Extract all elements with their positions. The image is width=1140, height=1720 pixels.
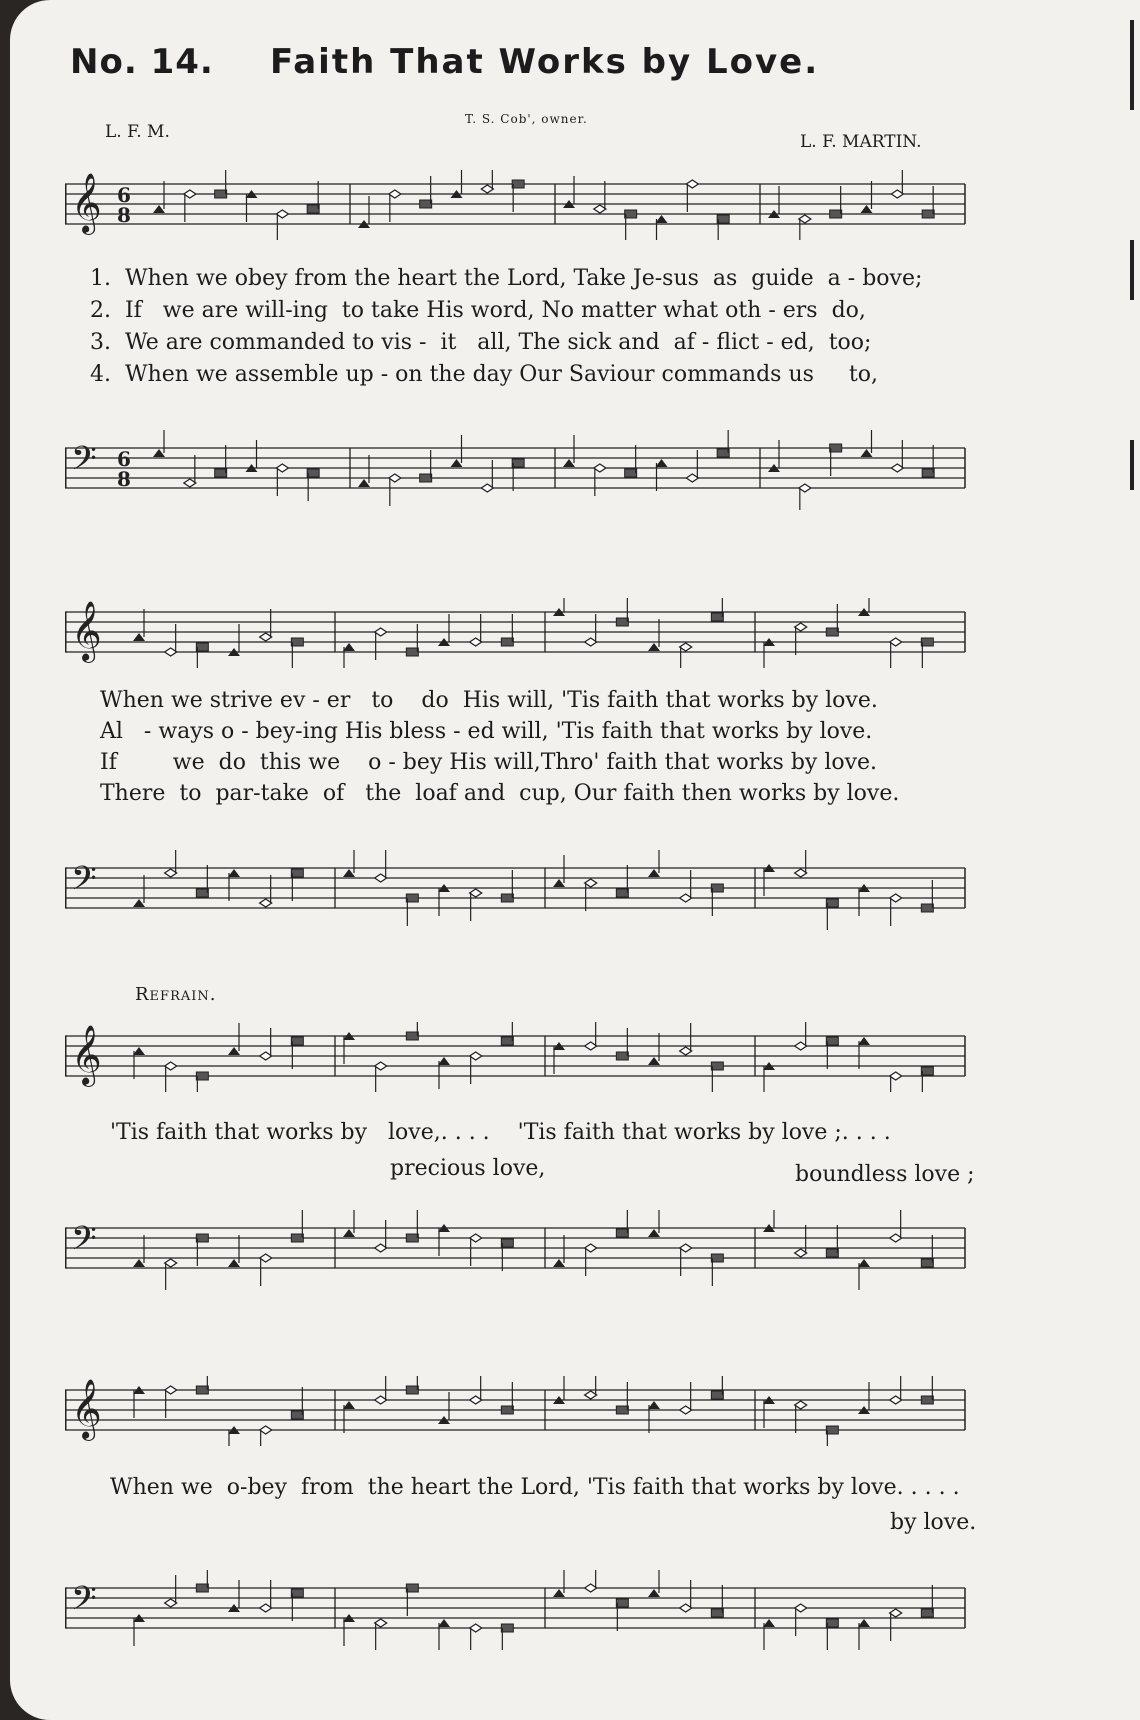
shape-note <box>861 449 873 457</box>
shape-note <box>680 1244 692 1252</box>
shape-note <box>711 613 723 621</box>
shape-note <box>438 1619 450 1627</box>
shape-note <box>795 623 807 631</box>
meter-label: L. F. M. <box>105 122 170 142</box>
shape-note <box>680 1047 692 1055</box>
shape-note <box>501 638 513 646</box>
shape-note <box>470 1052 482 1060</box>
verse-2-line-1: 2. If we are will-ing to take His word, No matter what oth - ers do, <box>90 298 866 323</box>
bass-clef-icon: 𝄢 <box>71 440 97 486</box>
bass-clef-icon: 𝄢 <box>71 1580 97 1626</box>
shape-note <box>260 1052 272 1060</box>
shape-note <box>375 628 387 636</box>
shape-note <box>133 1047 145 1055</box>
shape-note <box>826 628 838 636</box>
time-signature-top: 6 <box>117 183 131 207</box>
shape-note <box>616 1229 628 1237</box>
shape-note <box>133 633 145 641</box>
shape-note <box>375 874 387 882</box>
time-signature-bottom: 8 <box>117 467 131 491</box>
shape-note <box>343 643 355 651</box>
shape-note <box>470 1624 482 1632</box>
shape-note <box>711 1254 723 1262</box>
shape-note <box>890 1234 902 1242</box>
shape-note <box>648 1057 660 1065</box>
verse-1-line-1: 1. When we obey from the heart the Lord, Take Je-sus as guide a - bove; <box>90 266 923 291</box>
staff-lines <box>65 1570 965 1650</box>
shape-note <box>680 894 692 902</box>
shape-note <box>648 643 660 651</box>
shape-note <box>585 1391 597 1399</box>
shape-note <box>890 1396 902 1404</box>
shape-note <box>481 185 493 193</box>
treble-clef-icon: 𝄞 <box>71 1379 102 1439</box>
shape-note <box>858 1037 870 1045</box>
shape-note <box>260 1426 272 1434</box>
shape-note <box>826 1037 838 1045</box>
verse-4-line-1: 4. When we assemble up - on the day Our Saviour commands us to, <box>90 362 878 387</box>
shape-note <box>406 1386 418 1394</box>
staff-lines <box>65 430 965 510</box>
hymn-number: No. 14. <box>70 42 214 82</box>
shape-note <box>307 469 319 477</box>
shape-note <box>389 474 401 482</box>
refrain-line-1-alt-a: precious love, <box>390 1156 546 1181</box>
shape-note <box>563 459 575 467</box>
treble-clef-icon: 𝄞 <box>71 173 102 233</box>
refrain-line-1-alt-b: boundless love ; <box>795 1162 975 1187</box>
shape-note <box>922 469 934 477</box>
shape-note <box>196 1386 208 1394</box>
shape-note <box>291 638 303 646</box>
shape-note <box>795 1042 807 1050</box>
shape-note <box>711 1062 723 1070</box>
shape-note <box>890 638 902 646</box>
shape-note <box>553 1589 565 1597</box>
shape-note <box>890 1072 902 1080</box>
shape-note <box>625 210 637 218</box>
shape-note <box>501 1624 513 1632</box>
shape-note <box>470 638 482 646</box>
shape-note <box>133 899 145 907</box>
shape-note <box>165 869 177 877</box>
shape-note <box>656 215 668 223</box>
shape-note <box>153 449 165 457</box>
shape-note <box>406 1234 418 1242</box>
shape-note <box>625 469 637 477</box>
treble-clef-icon: 𝄞 <box>71 1025 102 1085</box>
shape-note <box>470 889 482 897</box>
shape-note <box>501 894 513 902</box>
staff-system-3-treble <box>65 1022 1015 1092</box>
shape-note <box>826 1426 838 1434</box>
staff-system-1-treble <box>65 170 1015 240</box>
shape-note <box>451 459 463 467</box>
shape-note <box>165 1386 177 1394</box>
shape-note <box>196 643 208 651</box>
staff-lines <box>65 1376 965 1446</box>
shape-note <box>406 648 418 656</box>
verse-2-line-2: Al - ways o - bey-ing His bless - ed will, 'Tis faith that works by love. <box>100 719 873 744</box>
shape-note <box>291 1589 303 1597</box>
shape-note <box>512 459 524 467</box>
shape-note <box>343 1401 355 1409</box>
shape-note <box>648 869 660 877</box>
verse-4-line-2: There to par-take of the loaf and cup, Our faith then works by love. <box>100 781 900 806</box>
shape-note <box>228 1047 240 1055</box>
staff-system-2-treble <box>65 598 1015 668</box>
shape-note <box>858 1619 870 1627</box>
shape-note <box>717 215 729 223</box>
shape-note <box>276 210 288 218</box>
shape-note <box>196 1234 208 1242</box>
shape-note <box>470 1234 482 1242</box>
shape-note <box>165 1062 177 1070</box>
shape-note <box>196 1072 208 1080</box>
shape-note <box>420 200 432 208</box>
shape-note <box>830 210 842 218</box>
shape-note <box>291 1411 303 1419</box>
shape-note <box>616 889 628 897</box>
shape-note <box>680 1406 692 1414</box>
shape-note <box>656 459 668 467</box>
shape-note <box>585 1584 597 1592</box>
shape-note <box>921 1067 933 1075</box>
shape-note <box>553 879 565 887</box>
bass-clef-icon: 𝄢 <box>71 1220 97 1266</box>
verse-3-line-2: If we do this we o - bey His will,Thro' faith that works by love. <box>100 750 878 775</box>
staff-system-2-bass <box>65 850 1015 930</box>
shape-note <box>616 1599 628 1607</box>
shape-note <box>717 449 729 457</box>
shape-note <box>196 1584 208 1592</box>
shape-note <box>389 190 401 198</box>
shape-note <box>501 1406 513 1414</box>
staff-system-3-bass <box>65 1210 1015 1290</box>
shape-note <box>826 1249 838 1257</box>
shape-note <box>343 1229 355 1237</box>
shape-note <box>830 444 842 452</box>
bass-clef-icon: 𝄢 <box>71 860 97 906</box>
shape-note <box>358 479 370 487</box>
shape-note <box>826 1619 838 1627</box>
staff-lines <box>65 1210 965 1290</box>
shape-note <box>680 1604 692 1612</box>
shape-note <box>921 904 933 912</box>
shape-note <box>921 1609 933 1617</box>
shape-note <box>616 1406 628 1414</box>
shape-note <box>891 464 903 472</box>
shape-note <box>861 205 873 213</box>
staff-lines <box>65 598 965 668</box>
shape-note <box>711 884 723 892</box>
shape-note <box>763 1619 775 1627</box>
shape-note <box>648 1229 660 1237</box>
staff-lines <box>65 850 965 930</box>
shape-note <box>184 479 196 487</box>
shape-note <box>795 1401 807 1409</box>
verse-3-line-1: 3. We are commanded to vis - it all, The sick and af - flict - ed, too; <box>90 330 872 355</box>
title-row <box>70 42 1030 92</box>
shape-note <box>406 1032 418 1040</box>
page-edge <box>1110 0 1140 1720</box>
shape-note <box>594 464 606 472</box>
shape-note <box>165 1599 177 1607</box>
shape-note <box>711 1609 723 1617</box>
shape-note <box>215 469 227 477</box>
shape-note <box>276 464 288 472</box>
staff-system-1-bass <box>65 430 1015 510</box>
staff-lines <box>65 1022 965 1092</box>
time-signature-top: 6 <box>117 447 131 471</box>
shape-note <box>512 180 524 188</box>
shape-note <box>799 215 811 223</box>
owner-credit: T. S. Cob', owner. <box>465 112 588 126</box>
shape-note <box>165 648 177 656</box>
shape-note <box>228 1259 240 1267</box>
shape-note <box>307 205 319 213</box>
shape-note <box>890 894 902 902</box>
edge-mark <box>1130 240 1134 300</box>
shape-note <box>260 899 272 907</box>
shape-note <box>585 1042 597 1050</box>
shape-note <box>921 1259 933 1267</box>
shape-note <box>594 205 606 213</box>
shape-note <box>501 1239 513 1247</box>
shape-note <box>420 474 432 482</box>
shape-note <box>648 1589 660 1597</box>
refrain-label: Refrain. <box>135 984 217 1005</box>
shape-note <box>215 190 227 198</box>
shape-note <box>260 1254 272 1262</box>
hymn-title: Faith That Works by Love. <box>270 42 820 82</box>
shape-note <box>291 1234 303 1242</box>
shape-note <box>196 889 208 897</box>
shape-note <box>921 638 933 646</box>
shape-note <box>470 1396 482 1404</box>
shape-note <box>616 618 628 626</box>
hymn-page <box>10 0 1130 1720</box>
shape-note <box>711 1391 723 1399</box>
shape-note <box>891 190 903 198</box>
shape-note <box>686 474 698 482</box>
time-signature-bottom: 8 <box>117 203 131 227</box>
verse-1-line-2: When we strive ev - er to do His will, 'Tis faith that works by love. <box>100 688 878 713</box>
shape-note <box>826 899 838 907</box>
shape-note <box>585 879 597 887</box>
staff-system-4-treble <box>65 1376 1015 1446</box>
treble-clef-icon: 𝄞 <box>71 601 102 661</box>
shape-note <box>291 1037 303 1045</box>
shape-note <box>795 869 807 877</box>
shape-note <box>553 1259 565 1267</box>
edge-mark <box>1130 20 1134 110</box>
shape-note <box>375 1619 387 1627</box>
shape-note <box>406 894 418 902</box>
shape-note <box>799 484 811 492</box>
shape-note <box>375 1396 387 1404</box>
shape-note <box>501 1037 513 1045</box>
shape-note <box>133 1259 145 1267</box>
shape-note <box>438 1057 450 1065</box>
refrain-line-2-alt: by love. <box>890 1510 977 1535</box>
shape-note <box>890 1609 902 1617</box>
shape-note <box>228 869 240 877</box>
shape-note <box>375 1244 387 1252</box>
shape-note <box>648 1401 660 1409</box>
composer-credit: L. F. MARTIN. <box>800 132 922 152</box>
shape-note <box>165 1259 177 1267</box>
shape-note <box>922 210 934 218</box>
shape-note <box>858 1259 870 1267</box>
refrain-line-2: When we o-bey from the heart the Lord, 'Tis faith that works by love. . . . . <box>110 1475 960 1500</box>
shape-note <box>616 1052 628 1060</box>
shape-note <box>585 1244 597 1252</box>
shape-note <box>795 1249 807 1257</box>
shape-note <box>260 1604 272 1612</box>
shape-note <box>686 180 698 188</box>
shape-note <box>921 1396 933 1404</box>
shape-note <box>795 1604 807 1612</box>
staff-lines <box>65 170 965 240</box>
shape-note <box>481 484 493 492</box>
shape-note <box>585 638 597 646</box>
shape-note <box>260 633 272 641</box>
shape-note <box>375 1062 387 1070</box>
edge-mark <box>1130 440 1134 490</box>
shape-note <box>153 205 165 213</box>
refrain-line-1: 'Tis faith that works by love,. . . . 'Tis faith that works by love ;. . . . <box>110 1120 891 1145</box>
shape-note <box>343 869 355 877</box>
shape-note <box>184 190 196 198</box>
staff-system-4-bass <box>65 1570 1015 1650</box>
shape-note <box>680 643 692 651</box>
shape-note <box>406 1584 418 1592</box>
shape-note <box>291 869 303 877</box>
